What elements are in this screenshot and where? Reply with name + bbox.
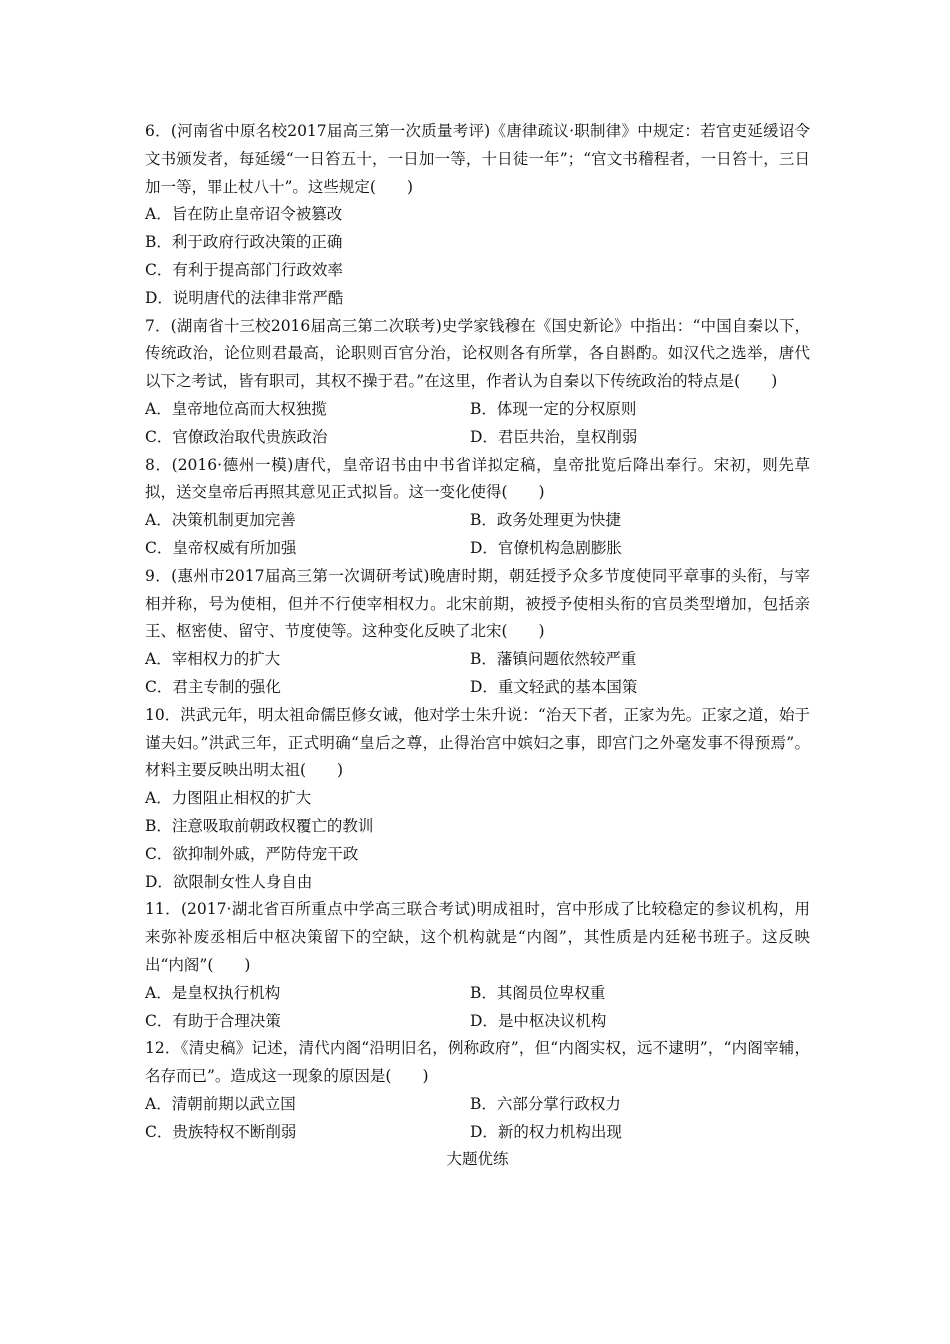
option-d: D．是中枢决议机构 [470, 1011, 607, 1030]
question-stem: 8．(2016·德州一模)唐代，皇帝诏书由中书省详拟定稿，皇帝批览后降出奉行。宋初，则先草拟，送交皇帝后再照其意见正式拟旨。这一变化使得( ) [145, 455, 810, 502]
option-d: D．官僚机构急剧膨胀 [470, 538, 622, 557]
option-c: C．有助于合理决策 [145, 1011, 281, 1030]
option-c: C．君主专制的强化 [145, 677, 281, 696]
option-b: B．注意吸取前朝政权覆亡的教训 [145, 816, 374, 835]
option-b: B．体现一定的分权原则 [470, 399, 637, 418]
option-b: B．藩镇问题依然较严重 [470, 650, 637, 669]
option-list [145, 980, 810, 1036]
option-c: C．欲抑制外戚，严防侍宠干政 [145, 844, 359, 863]
question-6 [145, 118, 810, 313]
option-b: B．其阁员位卑权重 [470, 983, 606, 1002]
question-10 [145, 702, 810, 897]
question-stem: 10．洪武元年，明太祖命儒臣修女诫，他对学士朱升说：“治天下者，正家为先。正家之道，始于谨夫妇。”洪武三年，正式明确“皇后之尊，止得治宫中嫔妇之事，即宫门之外毫发事不得预焉”。材料主要反映出明太祖( ) [145, 705, 810, 780]
question-list [145, 118, 810, 1174]
question-stem: 6．(河南省中原名校2017届高三第一次质量考评)《唐律疏议·职制律》中规定：若官吏延缓诏令文书颁发者，每延缓“一日笞五十，一日加一等，十日徒一年”；“官文书稽程者，一日笞十，三日加一等，罪止杖八十”。这些规定( ) [145, 122, 810, 196]
question-9 [145, 563, 810, 702]
option-list [145, 507, 810, 563]
question-7 [145, 313, 810, 452]
option-b: B．政务处理更为快捷 [470, 511, 621, 530]
question-11 [145, 896, 810, 1035]
option-list [145, 1091, 810, 1147]
option-d: D．新的权力机构出现 [470, 1122, 622, 1141]
option-d: D．君臣共治，皇权削弱 [470, 427, 638, 446]
question-stem: 7．(湖南省十三校2016届高三第二次联考)史学家钱穆在《国史新论》中指出：“中国自秦以下，传统政治，论位则君最高，论职则百官分治，论权则各有所掌，各自斟酌。如汉代之选举，唐代以下之考试，皆有职司，其权不操于君。”在这里，作者认为自秦以下传统政治的特点是( ) [145, 316, 810, 391]
question-8 [145, 452, 810, 563]
option-a: A．力图阻止相权的扩大 [145, 789, 312, 808]
option-d: D．欲限制女性人身自由 [145, 872, 313, 891]
question-stem: 12．《清史稿》记述，清代内阁“沿明旧名，例称政府”，但“内阁实权，远不逮明”，“内阁宰辅，名存而已”。造成这一现象的原因是( ) [145, 1039, 810, 1086]
option-b: B．利于政府行政决策的正确 [145, 233, 343, 252]
option-c: C．有利于提高部门行政效率 [145, 260, 343, 279]
section-title: 大题优练 [446, 1150, 509, 1169]
option-list [145, 396, 810, 452]
option-a: A．决策机制更加完善 [145, 511, 296, 530]
option-c: C．贵族特权不断削弱 [145, 1122, 297, 1141]
option-list [145, 201, 810, 312]
option-a: A．清朝前期以武立国 [145, 1094, 296, 1113]
option-d: D．说明唐代的法律非常严酷 [145, 288, 344, 307]
option-list [145, 785, 810, 896]
option-c: C．官僚政治取代贵族政治 [145, 427, 328, 446]
option-a: A．皇帝地位高而大权独揽 [145, 399, 327, 418]
option-list [145, 646, 810, 702]
option-a: A．旨在防止皇帝诏令被篡改 [145, 205, 343, 224]
option-b: B．六部分掌行政权力 [470, 1094, 621, 1113]
option-c: C．皇帝权威有所加强 [145, 538, 297, 557]
option-a: A．是皇权执行机构 [145, 983, 281, 1002]
question-12 [145, 1035, 810, 1146]
question-stem: 11．(2017·湖北省百所重点中学高三联合考试)明成祖时，宫中形成了比较稳定的参议机构，用来弥补废丞相后中枢决策留下的空缺，这个机构就是“内阁”，其性质是内廷秘书班子。这反映出“内阁”( ) [145, 900, 810, 974]
question-stem: 9．(惠州市2017届高三第一次调研考试)晚唐时期，朝廷授予众多节度使同平章事的头衔，与宰相并称，号为使相，但并不行使宰相权力。北宋前期，被授予使相头衔的官员类型增加，包括亲王、枢密使、留守、节度使等。这种变化反映了北宋( ) [145, 566, 810, 641]
option-d: D．重文轻武的基本国策 [470, 677, 638, 696]
option-a: A．宰相权力的扩大 [145, 650, 281, 669]
